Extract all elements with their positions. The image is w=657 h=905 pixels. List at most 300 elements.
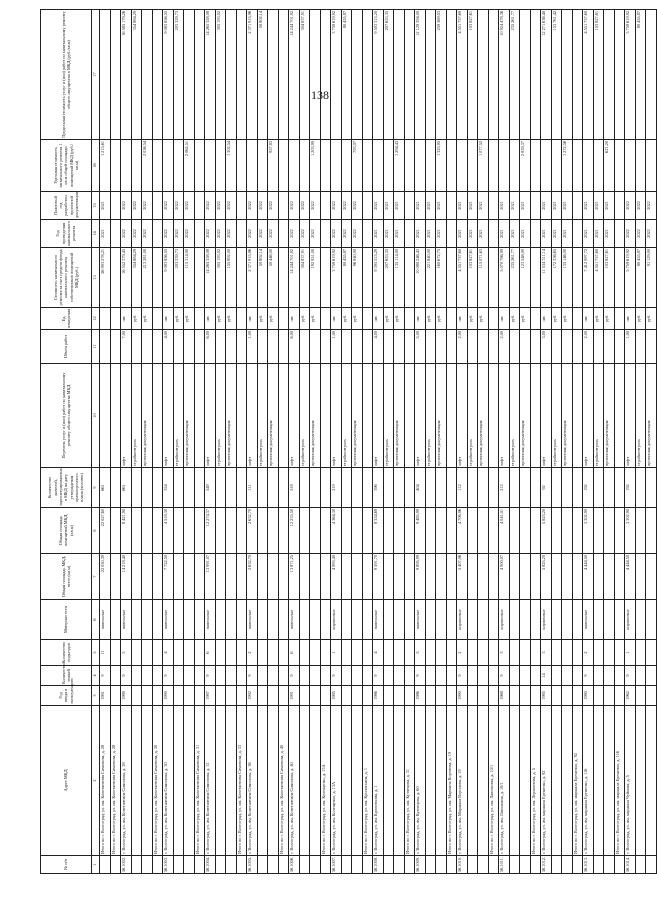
table-cell: 2 371 915,96 [247, 248, 258, 308]
table-cell [530, 220, 541, 248]
table-cell: 115 314,00 [184, 248, 195, 308]
table-cell: 3 759 619,92 [625, 10, 636, 140]
table-cell: 22 027,60 [100, 508, 111, 554]
table-row [289, 10, 300, 874]
table-cell: 4 551 757,60 [457, 10, 468, 140]
table-cell: 549 [205, 468, 216, 508]
table-cell: 3 [541, 640, 552, 666]
table-cell [173, 140, 184, 192]
table-cell: 2022 [215, 220, 226, 248]
table-cell: 2021 [509, 220, 520, 248]
table-cell: 16 552 379,45 [121, 248, 132, 308]
table-cell [488, 856, 499, 874]
table-cell [551, 666, 562, 686]
table-cell: 2 [457, 640, 468, 666]
table-cell [488, 192, 499, 220]
table-cell [352, 856, 363, 874]
table-cell [268, 706, 279, 856]
table-cell [635, 140, 646, 192]
table-cell [362, 308, 373, 330]
table-cell: 3 302,90 [583, 508, 594, 554]
table-cell [436, 666, 447, 686]
table-cell [520, 600, 531, 640]
table-cell: 9 [415, 666, 426, 686]
table-cell: Итого по г. Волгоград, ул. им. Константина Симонова, д. 31 [194, 706, 205, 856]
table-cell: 2,00 [457, 330, 468, 364]
table-cell [404, 248, 415, 308]
table-cell [299, 666, 310, 686]
table-cell: Итого по г. Волгоград, ул. им. Кропоткина, д. 1 [362, 706, 373, 856]
table-cell: 11 534 311,14 [541, 248, 552, 308]
table-cell [152, 468, 163, 508]
table-cell [173, 468, 184, 508]
table-cell [394, 330, 405, 364]
table-cell [520, 666, 531, 686]
table-cell: 354 [163, 468, 174, 508]
table-cell [478, 686, 489, 706]
table-cell [404, 640, 415, 666]
table-cell: 1990 [163, 686, 174, 706]
table-cell [593, 140, 604, 192]
table-cell [520, 686, 531, 706]
table-cell [635, 554, 646, 600]
table-cell: 2022 [635, 192, 646, 220]
table-cell: 9 [100, 666, 111, 686]
table-row [331, 10, 342, 874]
table-cell: лифт [625, 364, 636, 468]
table-cell: 2021 [541, 192, 552, 220]
table-cell: 2022 [257, 192, 268, 220]
table-cell [520, 10, 531, 140]
table-cell: 3,00 [541, 330, 552, 364]
table-cell [226, 686, 237, 706]
table-cell [341, 640, 352, 666]
table-cell: 96 940,00 [352, 248, 363, 308]
table-cell [194, 666, 205, 686]
table-cell: шт. [121, 308, 132, 330]
table-cell [194, 10, 205, 140]
table-cell: 115 071,63 [478, 248, 489, 308]
table-cell: кирпичные [331, 600, 342, 640]
table-cell [352, 554, 363, 600]
table-cell: Итого по г. Волгоград, ул. им. Маршала Воронова, д. 19 [446, 706, 457, 856]
table-cell: лифт [457, 364, 468, 468]
table-cell: 2 062,51 [184, 140, 195, 192]
table-cell [110, 508, 121, 554]
table-cell [268, 468, 279, 508]
table-cell [383, 666, 394, 686]
table-cell: г. Волгоград, ул. им. маршала Еременко, д. 92 [541, 706, 552, 856]
table-cell [362, 468, 373, 508]
table-cell [131, 600, 142, 640]
table-cell [310, 686, 321, 706]
table-cell: 219 [331, 468, 342, 508]
table-cell: 2021 [373, 220, 384, 248]
table-cell [152, 248, 163, 308]
table-cell [530, 248, 541, 308]
table-cell [425, 856, 436, 874]
table-cell [551, 468, 562, 508]
table-cell [257, 686, 268, 706]
table-cell [425, 468, 436, 508]
table-cell: 6 [205, 640, 216, 666]
table-cell [184, 508, 195, 554]
table-cell: 4 444,50 [625, 554, 636, 600]
table-cell: г. Волгоград, ул. им. Кузнецова, д. 60 [415, 706, 426, 856]
column-number: 13 [92, 248, 100, 308]
table-cell: проектная документация [310, 364, 321, 468]
table-cell: 354 884,29 [131, 10, 142, 140]
table-row [646, 10, 657, 874]
table-cell [646, 640, 657, 666]
table-cell [436, 686, 447, 706]
table-cell [425, 600, 436, 640]
table-cell: 2022 [310, 220, 321, 248]
table-cell [436, 508, 447, 554]
table-row [541, 10, 552, 874]
table-cell: 2022 [205, 192, 216, 220]
table-cell [488, 248, 499, 308]
table-cell [173, 508, 184, 554]
table-cell [614, 248, 625, 308]
table-cell [530, 686, 541, 706]
table-cell [425, 554, 436, 600]
table-cell: 2021 [520, 192, 531, 220]
table-cell [572, 640, 583, 666]
table-cell: 4 993,40 [331, 554, 342, 600]
table-cell [394, 508, 405, 554]
table-cell: 661 [121, 468, 132, 508]
table-row [310, 10, 321, 874]
table-cell [299, 640, 310, 666]
table-cell: 50 802,14 [257, 10, 268, 140]
table-cell [110, 220, 121, 248]
table-cell [478, 330, 489, 364]
table-cell: 2022 [625, 192, 636, 220]
table-cell: 2021 [583, 220, 594, 248]
table-cell [383, 140, 394, 192]
table-cell [593, 600, 604, 640]
table-cell [184, 686, 195, 706]
table-row [415, 10, 426, 874]
table-cell [446, 686, 457, 706]
table-cell: 1980 [583, 686, 594, 706]
table-cell [551, 330, 562, 364]
table-cell [520, 856, 531, 874]
table-cell: 1 294,43 [394, 140, 405, 192]
table-cell: Итого по г. Волгоград, ул. им. Лермонтова, д. 5 [530, 706, 541, 856]
table-cell: 305 193,02 [215, 10, 226, 140]
table-cell: стройконтроль [425, 364, 436, 468]
table-cell [467, 600, 478, 640]
table-cell [551, 856, 562, 874]
table-cell: стройконтроль [509, 364, 520, 468]
rotated-sheet [40, 10, 651, 874]
table-cell [194, 640, 205, 666]
table-cell: 2021 [478, 192, 489, 220]
table-cell [646, 468, 657, 508]
table-cell: г. Волгоград, ул. им. маршала Еременко, д. 116 [583, 706, 594, 856]
table-cell [110, 640, 121, 666]
totals-row [100, 10, 111, 874]
table-cell [614, 666, 625, 686]
table-cell: 2022 [131, 192, 142, 220]
table-cell [299, 554, 310, 600]
table-cell: шт. [247, 308, 258, 330]
table-cell: 2022 [131, 220, 142, 248]
table-cell: 160 672,75 [436, 248, 447, 308]
table-cell [362, 192, 373, 220]
table-cell [310, 706, 321, 856]
table-cell [352, 10, 363, 140]
table-cell: 56.1006. [289, 856, 300, 874]
table-cell [635, 468, 646, 508]
table-cell [551, 554, 562, 600]
table-cell [446, 364, 457, 468]
table-cell: 56.1004. [205, 856, 216, 874]
table-row [226, 10, 237, 874]
table-cell [572, 248, 583, 308]
table-row [394, 10, 405, 874]
table-cell: 2022 [341, 192, 352, 220]
table-cell [394, 10, 405, 140]
table-cell [110, 468, 121, 508]
table-cell [257, 140, 268, 192]
table-cell [236, 666, 247, 686]
table-row [478, 10, 489, 874]
table-cell: 354 884,29 [131, 248, 142, 308]
table-cell [152, 192, 163, 220]
table-cell: стройконтроль [173, 364, 184, 468]
table-cell [562, 600, 573, 640]
group-total-row [572, 10, 583, 874]
table-cell [257, 640, 268, 666]
table-cell [572, 364, 583, 468]
column-number: 10 [92, 364, 100, 468]
table-cell: руб. [635, 308, 646, 330]
table-cell [341, 508, 352, 554]
table-cell: 2021 [415, 220, 426, 248]
table-cell: проектная документация [268, 364, 279, 468]
table-cell [236, 468, 247, 508]
table-cell [194, 856, 205, 874]
table-row [373, 10, 384, 874]
table-cell [131, 640, 142, 666]
table-row [268, 10, 279, 874]
table-cell: 14 244 701,92 [289, 10, 300, 140]
table-cell [110, 192, 121, 220]
table-cell: Итого по г. Волгоград, ул. им. Константина Симонова, д. 28 [110, 706, 121, 856]
table-cell [604, 856, 615, 874]
table-cell [646, 508, 657, 554]
table-cell: 9 [205, 666, 216, 686]
table-cell: г. Волгоград, ул. им. Константина Симонова, д. 36 [247, 706, 258, 856]
table-row [341, 10, 352, 874]
table-cell: 5,00 [415, 330, 426, 364]
table-cell: 91 129,00 [646, 248, 657, 308]
table-cell [425, 508, 436, 554]
table-cell: 235 261,77 [509, 10, 520, 140]
table-cell [310, 468, 321, 508]
table-cell: Итого по г. Волгоград, ул. им. Колещенко, д. 13А [320, 706, 331, 856]
table-cell: 1 215,61 [100, 140, 111, 192]
table-cell: руб. [257, 308, 268, 330]
table-cell [530, 140, 541, 192]
table-cell [152, 640, 163, 666]
table-cell: 14 265 358,08 [205, 248, 216, 308]
table-cell [268, 330, 279, 364]
table-cell [184, 640, 195, 666]
table-cell [478, 856, 489, 874]
table-cell [110, 140, 121, 192]
table-cell [572, 856, 583, 874]
table-cell [635, 330, 646, 364]
table-cell: 2022 [173, 192, 184, 220]
table-cell [362, 330, 373, 364]
table-cell [236, 10, 247, 140]
table-cell [404, 308, 415, 330]
table-cell [614, 856, 625, 874]
table-cell: 4 551 757,60 [583, 10, 594, 140]
table-cell: 4 551 757,60 [457, 248, 468, 308]
table-cell: 2,00 [583, 330, 594, 364]
column-number: 1 [92, 856, 100, 874]
table-cell: 2 632,70 [247, 554, 258, 600]
table-cell [635, 666, 646, 686]
table-cell: 1985 [541, 686, 552, 706]
table-cell [488, 330, 499, 364]
table-cell: 12 271 636,40 [541, 10, 552, 140]
table-cell [446, 308, 457, 330]
table-cell: лифт [499, 364, 510, 468]
table-row [457, 10, 468, 874]
header-cell: Объем работ [41, 330, 92, 364]
table-cell [362, 248, 373, 308]
table-cell [425, 666, 436, 686]
table-cell: 56.1012. [541, 856, 552, 874]
table-cell: 2022 [625, 220, 636, 248]
table-cell [100, 308, 111, 330]
table-cell [646, 856, 657, 874]
table-cell: 1 [625, 640, 636, 666]
table-cell [341, 856, 352, 874]
table-cell [478, 508, 489, 554]
table-cell: 9 591,70 [373, 554, 384, 600]
table-cell: 2021 [415, 192, 426, 220]
table-cell [226, 666, 237, 686]
column-number: 11 [92, 330, 100, 364]
table-cell [310, 10, 321, 140]
table-cell: 2021 [383, 220, 394, 248]
table-cell [131, 856, 142, 874]
table-cell [131, 330, 142, 364]
table-cell [320, 220, 331, 248]
table-cell [572, 666, 583, 686]
table-cell [467, 140, 478, 192]
table-cell [593, 508, 604, 554]
table-cell [184, 706, 195, 856]
table-cell: 1 077,52 [478, 140, 489, 192]
table-cell: 80 455,87 [341, 10, 352, 140]
table-cell: 5 759 619,92 [625, 248, 636, 308]
table-cell [572, 10, 583, 140]
table-cell [562, 508, 573, 554]
table-cell [446, 248, 457, 308]
table-cell [530, 640, 541, 666]
table-cell [131, 686, 142, 706]
page-number: 138 [311, 88, 329, 102]
header-cell: Перечень услуг и (или) работ по капитальному ремонту общего имущества МКД [41, 364, 92, 468]
table-cell [299, 468, 310, 508]
table-cell [173, 640, 184, 666]
table-cell: 5 407,06 [457, 554, 468, 600]
table-cell: 4 [373, 640, 384, 666]
table-cell: 4 551 757,60 [593, 248, 604, 308]
table-cell: 80 455,87 [635, 248, 646, 308]
table-cell [467, 468, 478, 508]
table-cell: 2 [247, 640, 258, 666]
table-cell: 1 302,54 [226, 140, 237, 192]
table-cell: 1 272,56 [562, 140, 573, 192]
table-cell [194, 686, 205, 706]
table-cell: кирпичные [541, 600, 552, 640]
table-cell: 80 455,87 [341, 248, 352, 308]
table-cell [593, 330, 604, 364]
table-cell [488, 140, 499, 192]
table-cell: 9 395 515,29 [373, 248, 384, 308]
table-cell [257, 666, 268, 686]
column-number: 15 [92, 192, 100, 220]
table-cell: 793,07 [352, 140, 363, 192]
header-cell: Количество подъездов [41, 640, 92, 666]
table-cell: лифт [289, 364, 300, 468]
table-cell [194, 220, 205, 248]
table-cell: 1986 [373, 686, 384, 706]
table-cell: руб. [131, 308, 142, 330]
table-cell: 2022 [163, 192, 174, 220]
table-header [41, 10, 92, 874]
column-number: 8 [92, 508, 100, 554]
table-cell [278, 248, 289, 308]
table-cell: 56.1005. [247, 856, 258, 874]
table-cell: 304 837,91 [299, 248, 310, 308]
table-cell [604, 468, 615, 508]
table-cell [268, 666, 279, 686]
table-cell [604, 330, 615, 364]
table-cell [509, 856, 520, 874]
table-cell: руб. [226, 308, 237, 330]
table-cell [593, 706, 604, 856]
table-cell: г. Волгоград, ул. им. маршала Чуйкова, д. 5 [625, 706, 636, 856]
table-cell [278, 666, 289, 686]
table-cell [341, 686, 352, 706]
table-cell [446, 554, 457, 600]
table-cell [436, 554, 447, 600]
table-cell: 2022 [289, 192, 300, 220]
table-cell [509, 140, 520, 192]
table-cell [530, 554, 541, 600]
table-cell [226, 706, 237, 856]
table-cell [572, 330, 583, 364]
table-cell: 10 924 478,36 [499, 10, 510, 140]
table-cell [310, 554, 321, 600]
table-cell: панельные [247, 600, 258, 640]
table-cell [604, 686, 615, 706]
table-cell [614, 468, 625, 508]
table-cell [320, 248, 331, 308]
table-cell: руб. [268, 308, 279, 330]
table-cell [215, 640, 226, 666]
